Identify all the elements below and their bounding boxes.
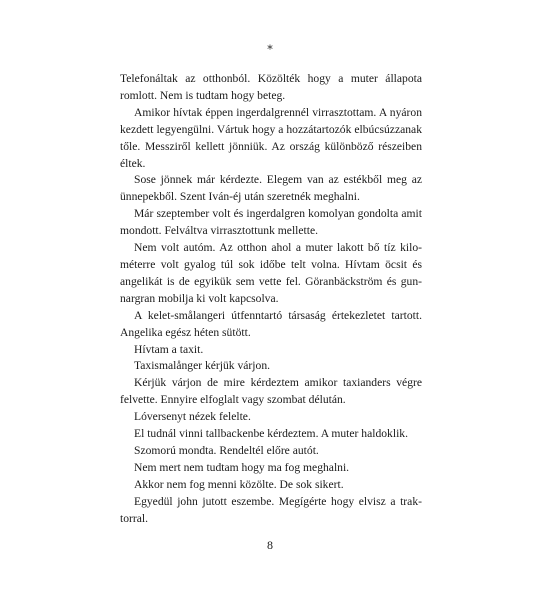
paragraph: Egyedül john jutott eszembe. Megígérte hogy elvisz a traktorral.	[120, 494, 422, 525]
paragraph: Taxismalånger kérjük várjon.	[134, 359, 271, 373]
paragraph: Szomorú mondta. Rendeltél előre autót.	[134, 443, 319, 457]
page-number: 8	[267, 538, 273, 552]
body-text	[120, 71, 422, 527]
paragraph: Lóversenyt nézek felelte.	[134, 410, 251, 424]
paragraph: Nem mert nem tudtam hogy ma fog meghalni.	[134, 460, 350, 474]
paragraph: El tudnál vinni tallbackenbe kérdeztem. A muter haldoklik.	[134, 427, 408, 441]
paragraph: Amikor hívtak éppen ingerdalgrennél virrasztottam. A nyáron kezdett legyengülni. Vártuk hogy a hozzátartozók elbúcsúzzanak tőle. Messziről kellett jönniük. Az ország különböző részeiben éltek.	[120, 105, 422, 170]
paragraph: Akkor nem fog menni közölte. De sok sikert.	[134, 477, 344, 491]
paragraph: Már szeptember volt és ingerdalgren komolyan gondolta amit mondott. Felváltva virrasztottunk mellette.	[120, 207, 422, 238]
paragraph: Telefonáltak az otthonból. Közölték hogy a muter állapota romlott. Nem is tudtam hogy beteg.	[120, 72, 422, 102]
paragraph: Kérjük várjon de mire kérdeztem amikor taxianders végre felvette. Ennyire elfoglalt vagy szombat délután.	[120, 376, 422, 407]
paragraph: A kelet-smålangeri útfenntartó társaság értekezletet tartott. Angelika egész héten sütött.	[120, 308, 422, 339]
paragraph: Nem volt autóm. Az otthon ahol a muter lakott bő tíz kilométerre volt gyalog túl sok időbe telt volna. Hívtam öcsit és angelikát is de egyikük sem vette fel. Göranbäckström és gunnargran mobilja ki volt kapcsolva.	[120, 241, 422, 305]
paragraph: Hívtam a taxit.	[134, 342, 204, 356]
paragraph: Sose jönnek már kérdezte. Elegem van az estékből meg az ünnepekből. Szent Iván-éj után szeretnék meghalni.	[120, 173, 422, 204]
section-ornament: *	[267, 43, 273, 56]
